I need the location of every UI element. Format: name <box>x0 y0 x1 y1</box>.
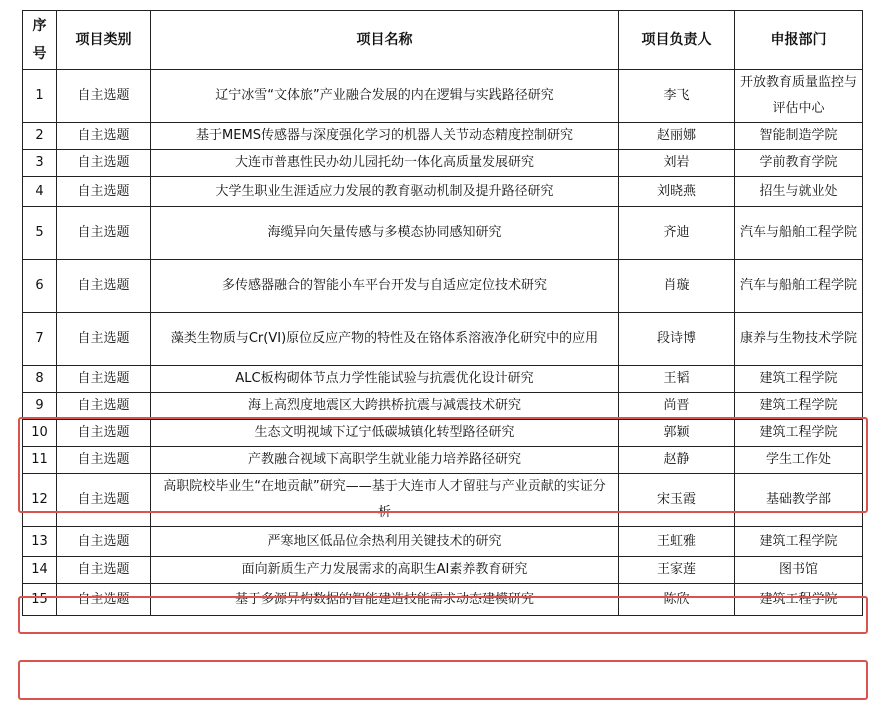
table-row <box>23 150 863 177</box>
table-row <box>23 313 863 366</box>
cell-seq: 9 <box>23 393 57 420</box>
cell-leader: 宋玉霞 <box>619 474 735 527</box>
table-row <box>23 177 863 207</box>
table-row <box>23 260 863 313</box>
cell-category: 自主选题 <box>57 447 151 474</box>
cell-name: 高职院校毕业生“在地贡献”研究——基于大连市人才留驻与产业贡献的实证分析 <box>151 474 619 527</box>
table-row <box>23 123 863 150</box>
cell-seq: 3 <box>23 150 57 177</box>
cell-seq: 11 <box>23 447 57 474</box>
cell-seq: 4 <box>23 177 57 207</box>
cell-leader: 王虹雅 <box>619 527 735 557</box>
cell-leader: 李飞 <box>619 70 735 123</box>
cell-leader: 刘晓燕 <box>619 177 735 207</box>
cell-seq: 1 <box>23 70 57 123</box>
cell-dept: 建筑工程学院 <box>735 420 863 447</box>
cell-name: 大学生职业生涯适应力发展的教育驱动机制及提升路径研究 <box>151 177 619 207</box>
cell-dept: 建筑工程学院 <box>735 393 863 420</box>
table-row <box>23 527 863 557</box>
cell-category: 自主选题 <box>57 366 151 393</box>
cell-leader: 郭颖 <box>619 420 735 447</box>
table-row <box>23 474 863 527</box>
highlight-box-row-15 <box>18 660 868 700</box>
header-name: 项目名称 <box>151 11 619 70</box>
cell-leader: 肖璇 <box>619 260 735 313</box>
cell-name: 生态文明视域下辽宁低碳城镇化转型路径研究 <box>151 420 619 447</box>
project-table <box>22 10 863 616</box>
cell-seq: 2 <box>23 123 57 150</box>
cell-leader: 赵静 <box>619 447 735 474</box>
cell-seq: 7 <box>23 313 57 366</box>
cell-name: 海上高烈度地震区大跨拱桥抗震与减震技术研究 <box>151 393 619 420</box>
cell-category: 自主选题 <box>57 420 151 447</box>
table-row <box>23 366 863 393</box>
cell-category: 自主选题 <box>57 70 151 123</box>
header-seq: 序号 <box>23 11 57 70</box>
cell-name: ALC板构砌体节点力学性能试验与抗震优化设计研究 <box>151 366 619 393</box>
cell-name: 严寒地区低品位余热利用关键技术的研究 <box>151 527 619 557</box>
cell-dept: 建筑工程学院 <box>735 366 863 393</box>
cell-dept: 招生与就业处 <box>735 177 863 207</box>
cell-dept: 汽车与船舶工程学院 <box>735 207 863 260</box>
cell-name: 基于MEMS传感器与深度强化学习的机器人关节动态精度控制研究 <box>151 123 619 150</box>
cell-category: 自主选题 <box>57 150 151 177</box>
cell-seq: 10 <box>23 420 57 447</box>
cell-category: 自主选题 <box>57 474 151 527</box>
cell-dept: 学生工作处 <box>735 447 863 474</box>
cell-leader: 齐迪 <box>619 207 735 260</box>
cell-name: 基于多源异构数据的智能建造技能需求动态建模研究 <box>151 584 619 616</box>
cell-seq: 15 <box>23 584 57 616</box>
cell-name: 产教融合视域下高职学生就业能力培养路径研究 <box>151 447 619 474</box>
table-row <box>23 420 863 447</box>
cell-dept: 图书馆 <box>735 557 863 584</box>
cell-category: 自主选题 <box>57 177 151 207</box>
cell-category: 自主选题 <box>57 207 151 260</box>
cell-seq: 6 <box>23 260 57 313</box>
table-row <box>23 70 863 123</box>
cell-dept: 汽车与船舶工程学院 <box>735 260 863 313</box>
cell-category: 自主选题 <box>57 123 151 150</box>
table-row <box>23 207 863 260</box>
table-row <box>23 393 863 420</box>
cell-category: 自主选题 <box>57 260 151 313</box>
table-row <box>23 447 863 474</box>
cell-name: 海缆异向矢量传感与多模态协同感知研究 <box>151 207 619 260</box>
cell-name: 辽宁冰雪“文体旅”产业融合发展的内在逻辑与实践路径研究 <box>151 70 619 123</box>
cell-name: 大连市普惠性民办幼儿园托幼一体化高质量发展研究 <box>151 150 619 177</box>
table-row <box>23 584 863 616</box>
header-dept: 申报部门 <box>735 11 863 70</box>
cell-category: 自主选题 <box>57 527 151 557</box>
cell-category: 自主选题 <box>57 313 151 366</box>
cell-seq: 12 <box>23 474 57 527</box>
cell-dept: 康养与生物技术学院 <box>735 313 863 366</box>
cell-leader: 陈欣 <box>619 584 735 616</box>
cell-category: 自主选题 <box>57 584 151 616</box>
cell-dept: 基础教学部 <box>735 474 863 527</box>
cell-category: 自主选题 <box>57 393 151 420</box>
cell-name: 面向新质生产力发展需求的高职生AI素养教育研究 <box>151 557 619 584</box>
cell-leader: 王韬 <box>619 366 735 393</box>
cell-seq: 14 <box>23 557 57 584</box>
cell-name: 多传感器融合的智能小车平台开发与自适应定位技术研究 <box>151 260 619 313</box>
cell-leader: 刘岩 <box>619 150 735 177</box>
cell-category: 自主选题 <box>57 557 151 584</box>
header-category: 项目类别 <box>57 11 151 70</box>
cell-seq: 8 <box>23 366 57 393</box>
cell-dept: 智能制造学院 <box>735 123 863 150</box>
cell-name: 藻类生物质与Cr(VI)原位反应产物的特性及在铬体系溶液净化研究中的应用 <box>151 313 619 366</box>
cell-dept: 开放教育质量监控与评估中心 <box>735 70 863 123</box>
cell-leader: 尚晋 <box>619 393 735 420</box>
header-leader: 项目负责人 <box>619 11 735 70</box>
cell-leader: 段诗博 <box>619 313 735 366</box>
cell-seq: 5 <box>23 207 57 260</box>
cell-dept: 学前教育学院 <box>735 150 863 177</box>
cell-dept: 建筑工程学院 <box>735 527 863 557</box>
cell-seq: 13 <box>23 527 57 557</box>
cell-leader: 赵丽娜 <box>619 123 735 150</box>
header-row <box>23 11 863 70</box>
table-row <box>23 557 863 584</box>
cell-leader: 王家莲 <box>619 557 735 584</box>
cell-dept: 建筑工程学院 <box>735 584 863 616</box>
